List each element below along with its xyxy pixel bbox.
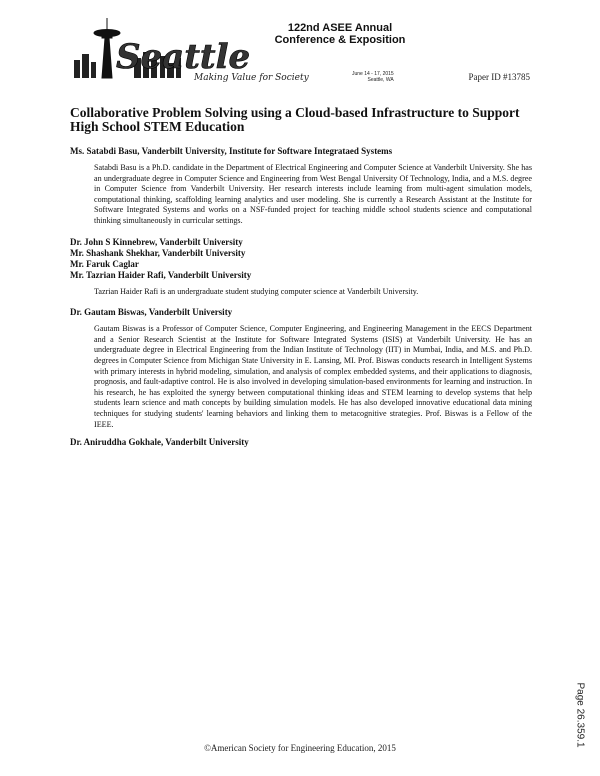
author-name: Dr. Aniruddha Gokhale, Vanderbilt University [70, 437, 249, 448]
copyright-footer: ©American Society for Engineering Education, 2015 [204, 743, 396, 753]
side-page-number [572, 680, 588, 750]
conference-city: Seattle, WA [367, 77, 394, 83]
author-name: Mr. Shashank Shekhar, Vanderbilt University [70, 247, 246, 258]
logo-tagline: Making Value for Society [194, 73, 309, 83]
conference-line-2: Conference & Exposition [274, 34, 406, 46]
author-bio: Tazrian Haider Rafi is an undergraduate student studying computer science at Vanderbilt University. [94, 286, 419, 296]
author-name: Dr. Gautam Biswas, Vanderbilt University [70, 307, 233, 318]
logo-city-name: Seattle [116, 37, 251, 77]
author-name: Mr. Tazrian Haider Rafi, Vanderbilt University [70, 269, 252, 280]
author-bio: Satabdi Basu is a Ph.D. candidate in the Department of Electrical Engineering and Computer Science at Vanderbilt University. She has an undergraduate degree in Computer Science and Engineering from West Bengal University Of Technology, India, and a M.S. degree in Computer Science from Vanderbilt University. Her research interests include learning from multi-agent simulation models, computational thinking, scaffolding learning analytics and user modeling. She is currently a Research Assistant at the Institute for Software Integrated Systems and works on a NSF-funded project for teaching middle school students science and computational thinking simultaneously in curricular settings. [94, 163, 532, 225]
author-bio: Gautam Biswas is a Professor of Computer Science, Computer Engineering, and Engineering Management in the EECS Department and a Senior Research Scientist at the Institute for Software Integrated Systems (ISIS) at Vanderbilt University. He has an undergraduate degree in Electrical Engineering from the Indian Institute of Technology (IIT) in Mumbai, India, and M.S. and Ph.D. degrees in Computer Science from Michigan State University in E. Lansing, MI. Prof. Biswas conducts research in Intelligent Systems with primary interests in hybrid modeling, simulation, and analysis of complex embedded systems, and their applications to diagnosis, prognosis, and fault-adaptive control. He is also involved in developing simulation-based environments for learning and instruction. In his research, he has exploited the synergy between computational thinking ideas and STEM learning to develop systems that help students learn science and math concepts by building simulation models. He has also developed innovative educational data mining techniques for studying students' learning behaviors and linking them to metacognitive strategies. Prof. Biswas is a Fellow of the IEEE. [94, 324, 532, 429]
author-name: Ms. Satabdi Basu, Vanderbilt University, Institute for Software Integrataed Systems [70, 146, 393, 156]
conference-header [70, 16, 530, 88]
side-page-number-text: Page 26.359.1 [574, 682, 586, 748]
conference-dates [352, 71, 394, 83]
author-list [70, 146, 532, 448]
conference-line-1: 122nd ASEE Annual [287, 22, 393, 34]
conference-name [240, 22, 440, 46]
paper-title: Collaborative Problem Solving using a Cloud-based Infrastructure to Support High School STEM Education [70, 105, 520, 134]
conference-date-range: June 14 - 17, 2015 [352, 71, 394, 77]
author-name: Mr. Faruk Caglar [70, 258, 139, 269]
paper-id: Paper ID #13785 [468, 72, 530, 82]
author-name: Dr. John S Kinnebrew, Vanderbilt University [70, 236, 243, 247]
